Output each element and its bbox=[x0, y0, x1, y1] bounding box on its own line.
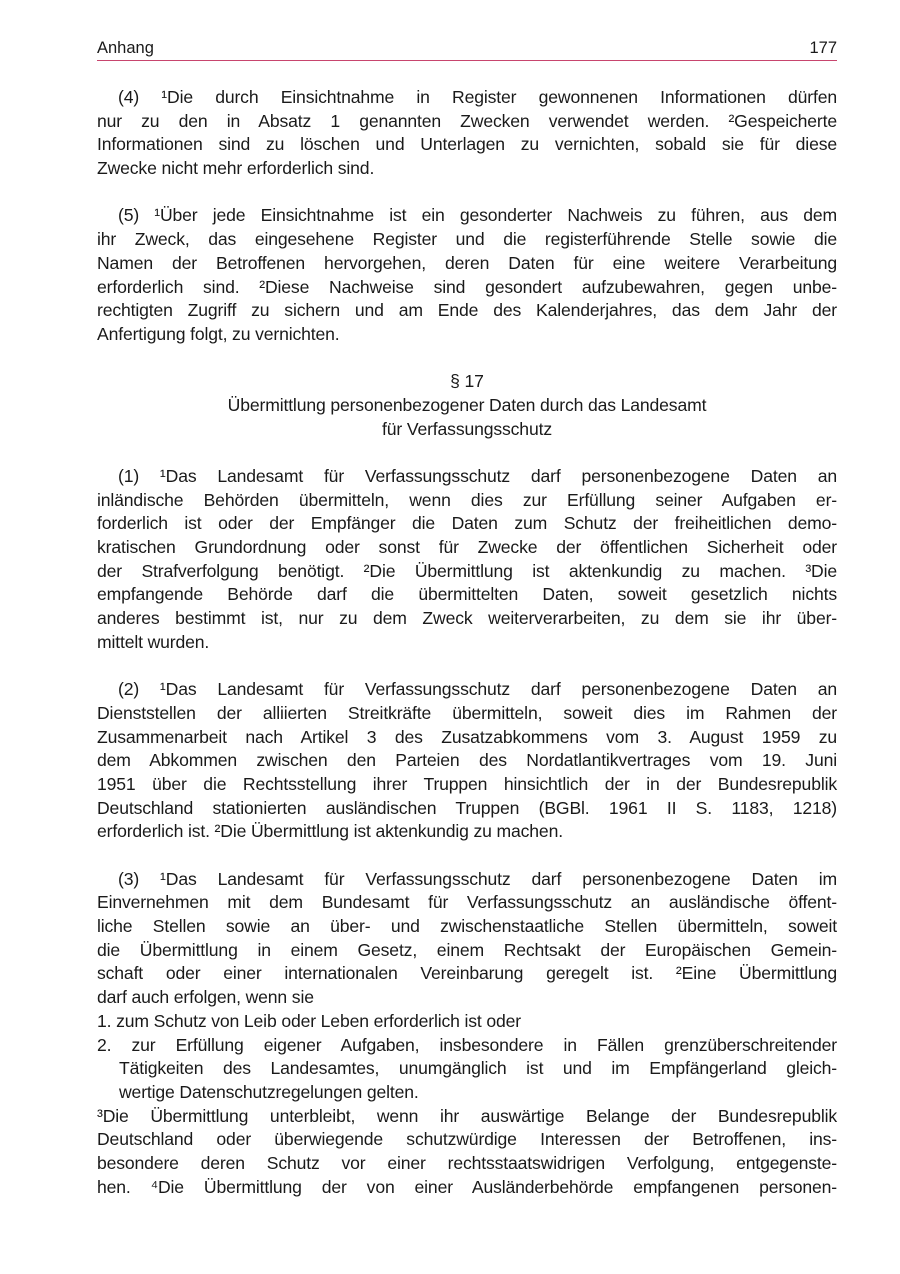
paragraph-line: forderlich ist oder der Empfänger die Daten zum Schutz der freiheitlichen demo- bbox=[97, 513, 837, 534]
paragraph-line: die Übermittlung in einem Gesetz, einem Rechtsakt der Europäischen Gemein- bbox=[97, 939, 837, 960]
paragraph-line: empfangende Behörde darf die übermittelten Daten, soweit gesetzlich nichts bbox=[97, 584, 837, 605]
paragraph-line: ihr Zweck, das eingesehene Register und die registerführende Stelle sowie die bbox=[97, 229, 837, 250]
paragraph-gap bbox=[97, 441, 837, 465]
paragraph-line: (3) ¹Das Landesamt für Verfassungsschutz darf personenbezogene Daten im bbox=[118, 868, 837, 889]
header-section: Anhang bbox=[97, 39, 154, 57]
section-title: Übermittlung personenbezogener Daten durch das Landesamt bbox=[227, 394, 707, 415]
paragraph-line: besondere deren Schutz vor einer rechtsstaatswidrigen Verfolgung, entgegenste- bbox=[97, 1152, 837, 1173]
document-body bbox=[97, 86, 837, 1199]
paragraph-line: darf auch erfolgen, wenn sie bbox=[97, 987, 314, 1008]
paragraph-line: hen. ⁴Die Übermittlung der von einer Ausländerbehörde empfangenen personen- bbox=[97, 1176, 837, 1197]
section-number: § 17 bbox=[450, 371, 484, 392]
paragraph-line: der Strafverfolgung benötigt. ²Die Übermittlung ist aktenkundig zu machen. ³Die bbox=[97, 560, 837, 581]
paragraph-line: Deutschland stationierten ausländischen Truppen (BGBl. 1961 II S. 1183, 1218) bbox=[97, 797, 837, 818]
paragraph-line: Einvernehmen mit dem Bundesamt für Verfassungsschutz an ausländische öffent- bbox=[97, 892, 837, 913]
paragraph-line: anderes bestimmt ist, nur zu dem Zweck weiterverarbeiten, zu dem sie ihr über- bbox=[97, 608, 837, 629]
running-header bbox=[97, 38, 837, 61]
paragraph-line: rechtigten Zugriff zu sichern und am Ende des Kalenderjahres, das dem Jahr der bbox=[97, 300, 837, 321]
paragraph-line: 1951 über die Rechtsstellung ihrer Truppen hinsichtlich der in der Bundesrepublik bbox=[97, 773, 837, 794]
paragraph-gap bbox=[97, 655, 837, 679]
paragraph-gap bbox=[97, 181, 837, 205]
paragraph-line: Dienststellen der alliierten Streitkräfte übermitteln, soweit dies im Rahmen der bbox=[97, 702, 837, 723]
paragraph-line: Anfertigung folgt, zu vernichten. bbox=[97, 323, 340, 344]
section-title: für Verfassungsschutz bbox=[382, 418, 552, 439]
list-item-line: wertige Datenschutzregelungen gelten. bbox=[119, 1081, 419, 1102]
page-number: 177 bbox=[809, 39, 837, 57]
list-item-line: 1. zum Schutz von Leib oder Leben erforderlich ist oder bbox=[97, 1010, 522, 1031]
list-item-line: Tätigkeiten des Landesamtes, unumgänglich ist und im Empfängerland gleich- bbox=[119, 1058, 837, 1079]
paragraph-line: inländische Behörden übermitteln, wenn dies zur Erfüllung seiner Aufgaben er- bbox=[97, 489, 837, 510]
paragraph-line: schaft oder einer internationalen Vereinbarung geregelt ist. ²Eine Übermittlung bbox=[97, 963, 837, 984]
paragraph-line: dem Abkommen zwischen den Parteien des Nordatlantikvertrages vom 19. Juni bbox=[97, 750, 837, 771]
paragraph-line: erforderlich ist. ²Die Übermittlung ist aktenkundig zu machen. bbox=[97, 821, 563, 842]
paragraph-gap bbox=[97, 347, 837, 371]
paragraph-line: (5) ¹Über jede Einsichtnahme ist ein gesonderter Nachweis zu führen, aus dem bbox=[118, 205, 837, 226]
paragraph-line: Deutschland oder überwiegende schutzwürdige Interessen der Betroffenen, ins- bbox=[97, 1129, 837, 1150]
paragraph-gap bbox=[97, 844, 837, 868]
paragraph-line: mittelt wurden. bbox=[97, 631, 210, 652]
paragraph-line: (1) ¹Das Landesamt für Verfassungsschutz darf personenbezogene Daten an bbox=[118, 466, 837, 486]
paragraph-line: (4) ¹Die durch Einsichtnahme in Register gewonnenen Informationen dürfen bbox=[118, 87, 837, 107]
paragraph-line: Zwecke nicht mehr erforderlich sind. bbox=[97, 158, 375, 179]
paragraph-line: nur zu den in Absatz 1 genannten Zwecken verwendet werden. ²Gespeicherte bbox=[97, 110, 837, 131]
paragraph-line: kratischen Grundordnung oder sonst für Zwecke der öffentlichen Sicherheit oder bbox=[97, 537, 837, 558]
paragraph-line: liche Stellen sowie an über- und zwischenstaatliche Stellen übermitteln, soweit bbox=[97, 916, 837, 937]
paragraph-line: Namen der Betroffenen hervorgehen, deren Daten für eine weitere Verarbeitung bbox=[97, 252, 837, 273]
list-item-line: 2. zur Erfüllung eigener Aufgaben, insbesondere in Fällen grenzüberschreitender bbox=[97, 1034, 837, 1055]
paragraph-line: erforderlich sind. ²Diese Nachweise sind gesondert aufzubewahren, gegen unbe- bbox=[97, 276, 837, 297]
paragraph-line: (2) ¹Das Landesamt für Verfassungsschutz darf personenbezogene Daten an bbox=[118, 679, 837, 700]
paragraph-line: Zusammenarbeit nach Artikel 3 des Zusatzabkommens vom 3. August 1959 zu bbox=[97, 726, 837, 747]
paragraph-line: ³Die Übermittlung unterbleibt, wenn ihr auswärtige Belange der Bundesrepublik bbox=[97, 1105, 837, 1126]
paragraph-line: Informationen sind zu löschen und Unterlagen zu vernichten, sobald sie für diese bbox=[97, 134, 837, 155]
